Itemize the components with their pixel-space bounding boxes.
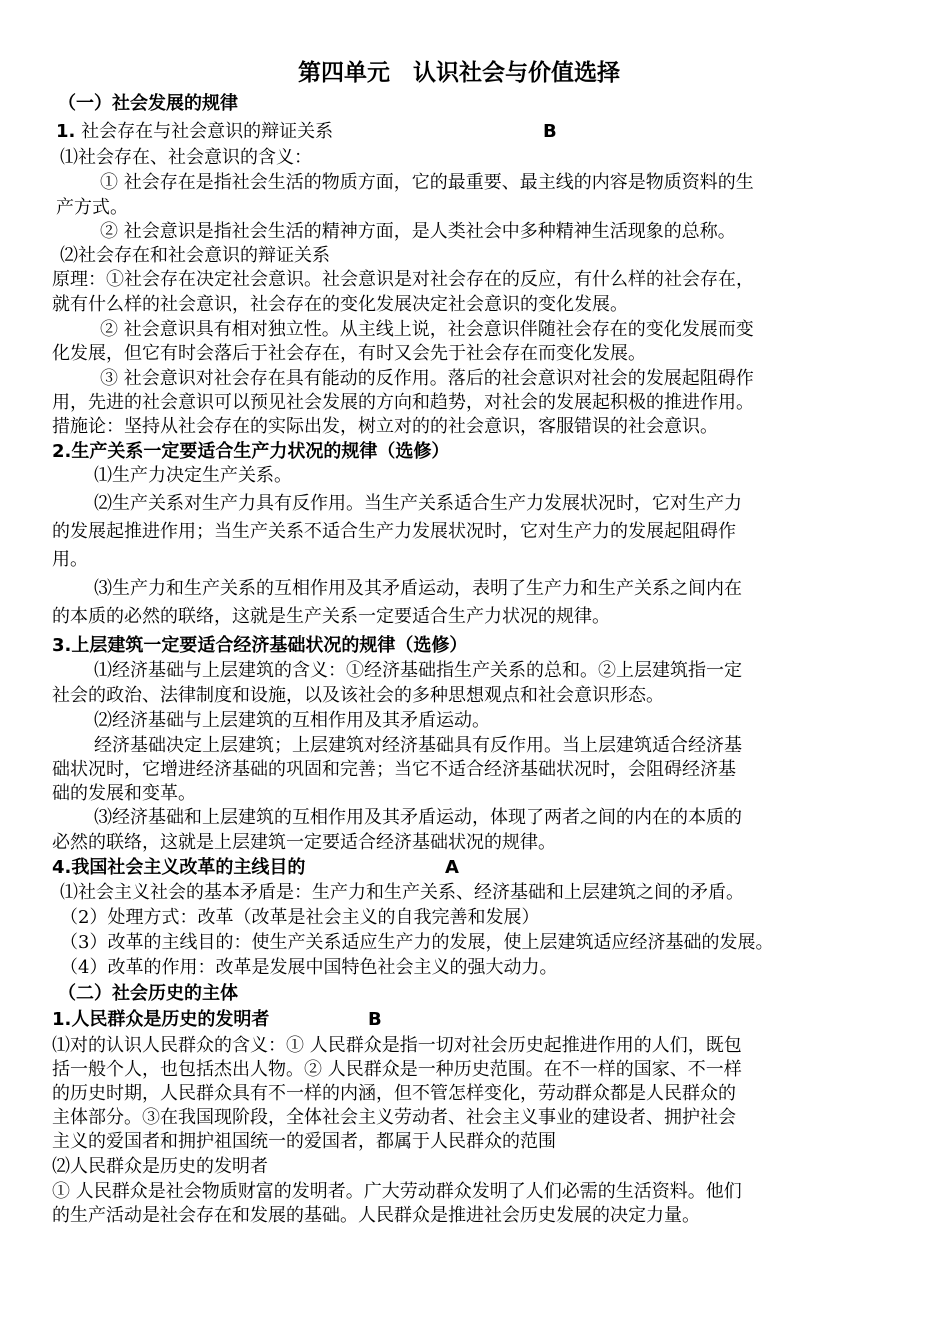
topic-4-answer: A (445, 857, 459, 878)
section-heading-1: （一）社会发展的规律 (58, 93, 238, 114)
section-2-topic-1-answer: B (368, 1009, 382, 1030)
paragraph: ⑵人民群众是历史的发明者 (52, 1156, 268, 1177)
paragraph: ③ 社会意识对社会存在具有能动的反作用。落后的社会意识对社会的发展起阻碍作 (100, 368, 754, 389)
paragraph: 括一般个人，也包括杰出人物。② 人民群众是一种历史范围。在不一样的国家、不一样 (52, 1059, 742, 1080)
paragraph: ⑶生产力和生产关系的互相作用及其矛盾运动，表明了生产力和生产关系之间内在 (94, 578, 742, 599)
paragraph: 原理：①社会存在决定社会意识。社会意识是对社会存在的反应，有什么样的社会存在， (52, 269, 754, 290)
paragraph: 的本质的必然的联络，这就是生产关系一定要适合生产力状况的规律。 (52, 606, 610, 627)
paragraph: 产方式。 (56, 197, 128, 218)
paragraph: ⑵社会存在和社会意识的辩证关系 (60, 245, 330, 266)
section-heading-2: （二）社会历史的主体 (58, 983, 238, 1004)
topic-2-heading: 2.生产关系一定要适合生产力状况的规律（选修） (52, 441, 450, 462)
topic-4-heading: 4.我国社会主义改革的主线目的 (52, 857, 306, 878)
paragraph: ⑴生产力决定生产关系。 (94, 465, 292, 486)
paragraph: （3）改革的主线目的：使生产关系适应生产力的发展，使上层建筑适应经济基础的发展。 (60, 932, 774, 953)
topic-1-number: 1. (56, 121, 76, 142)
paragraph: ⑴社会存在、社会意识的含义： (60, 147, 312, 168)
section-2-topic-1-heading: 1.人民群众是历史的发明者 (52, 1009, 270, 1030)
paragraph: ⑴对的认识人民群众的含义：① 人民群众是指一切对社会历史起推进作用的人们，既包 (52, 1035, 742, 1056)
paragraph: 主体部分。③在我国现阶段，全体社会主义劳动者、社会主义事业的建设者、拥护社会 (52, 1107, 736, 1128)
paragraph: 础的发展和变革。 (52, 783, 196, 804)
paragraph: 经济基础决定上层建筑；上层建筑对经济基础具有反作用。当上层建筑适合经济基 (94, 735, 742, 756)
topic-3-heading: 3.上层建筑一定要适合经济基础状况的规律（选修） (52, 635, 468, 656)
topic-1-heading (56, 120, 333, 144)
paragraph: 就有什么样的社会意识，社会存在的变化发展决定社会意识的变化发展。 (52, 294, 628, 315)
paragraph: 用，先进的社会意识可以预见社会发展的方向和趋势，对社会的发展起积极的推进作用。 (52, 392, 754, 413)
paragraph: ① 人民群众是社会物质财富的发明者。广大劳动群众发明了人们必需的生活资料。他们 (52, 1181, 742, 1202)
paragraph: 的发展起推进作用；当生产关系不适合生产力发展状况时，它对生产力的发展起阻碍作 (52, 521, 736, 542)
paragraph: （2）处理方式：改革（改革是社会主义的自我完善和发展） (60, 907, 540, 928)
paragraph: 础状况时，它增进经济基础的巩固和完善；当它不适合经济基础状况时，会阻碍经济基 (52, 759, 736, 780)
paragraph: 的历史时期，人民群众具有不一样的内涵，但不管怎样变化，劳动群众都是人民群众的 (52, 1083, 736, 1104)
paragraph: 的生产活动是社会存在和发展的基础。人民群众是推进社会历史发展的决定力量。 (52, 1205, 700, 1226)
paragraph: 社会的政治、法律制度和设施，以及该社会的多种思想观点和社会意识形态。 (52, 685, 664, 706)
paragraph: 主义的爱国者和拥护祖国统一的爱国者，都属于人民群众的范围 (52, 1131, 556, 1152)
paragraph: （4）改革的作用：改革是发展中国特色社会主义的强大动力。 (60, 957, 558, 978)
paragraph: 化发展，但它有时会落后于社会存在，有时又会先于社会存在而变化发展。 (52, 343, 646, 364)
paragraph: 必然的联络，这就是上层建筑一定要适合经济基础状况的规律。 (52, 832, 556, 853)
paragraph: ⑴社会主义社会的基本矛盾是：生产力和生产关系、经济基础和上层建筑之间的矛盾。 (60, 882, 744, 903)
paragraph: ② 社会意识具有相对独立性。从主线上说，社会意识伴随社会存在的变化发展而变 (100, 319, 754, 340)
paragraph: ⑵经济基础与上层建筑的互相作用及其矛盾运动。 (94, 710, 490, 731)
paragraph: ② 社会意识是指社会生活的精神方面，是人类社会中多种精神生活现象的总称。 (100, 221, 736, 242)
paragraph: 用。 (52, 549, 88, 570)
paragraph: ⑴经济基础与上层建筑的含义：①经济基础指生产关系的总和。②上层建筑指一定 (94, 660, 742, 681)
paragraph: ① 社会存在是指社会生活的物质方面，它的最重要、最主线的内容是物质资料的生 (100, 172, 754, 193)
paragraph: 措施论：坚持从社会存在的实际出发，树立对的的社会意识，客服错误的社会意识。 (52, 416, 718, 437)
topic-1-title: 社会存在与社会意识的辩证关系 (81, 121, 334, 142)
topic-1-answer: B (543, 121, 557, 142)
page-title: 第四单元 认识社会与价值选择 (298, 60, 620, 86)
paragraph: ⑶经济基础和上层建筑的互相作用及其矛盾运动，体现了两者之间的内在的本质的 (94, 807, 742, 828)
paragraph: ⑵生产关系对生产力具有反作用。当生产关系适合生产力发展状况时，它对生产力 (94, 493, 742, 514)
